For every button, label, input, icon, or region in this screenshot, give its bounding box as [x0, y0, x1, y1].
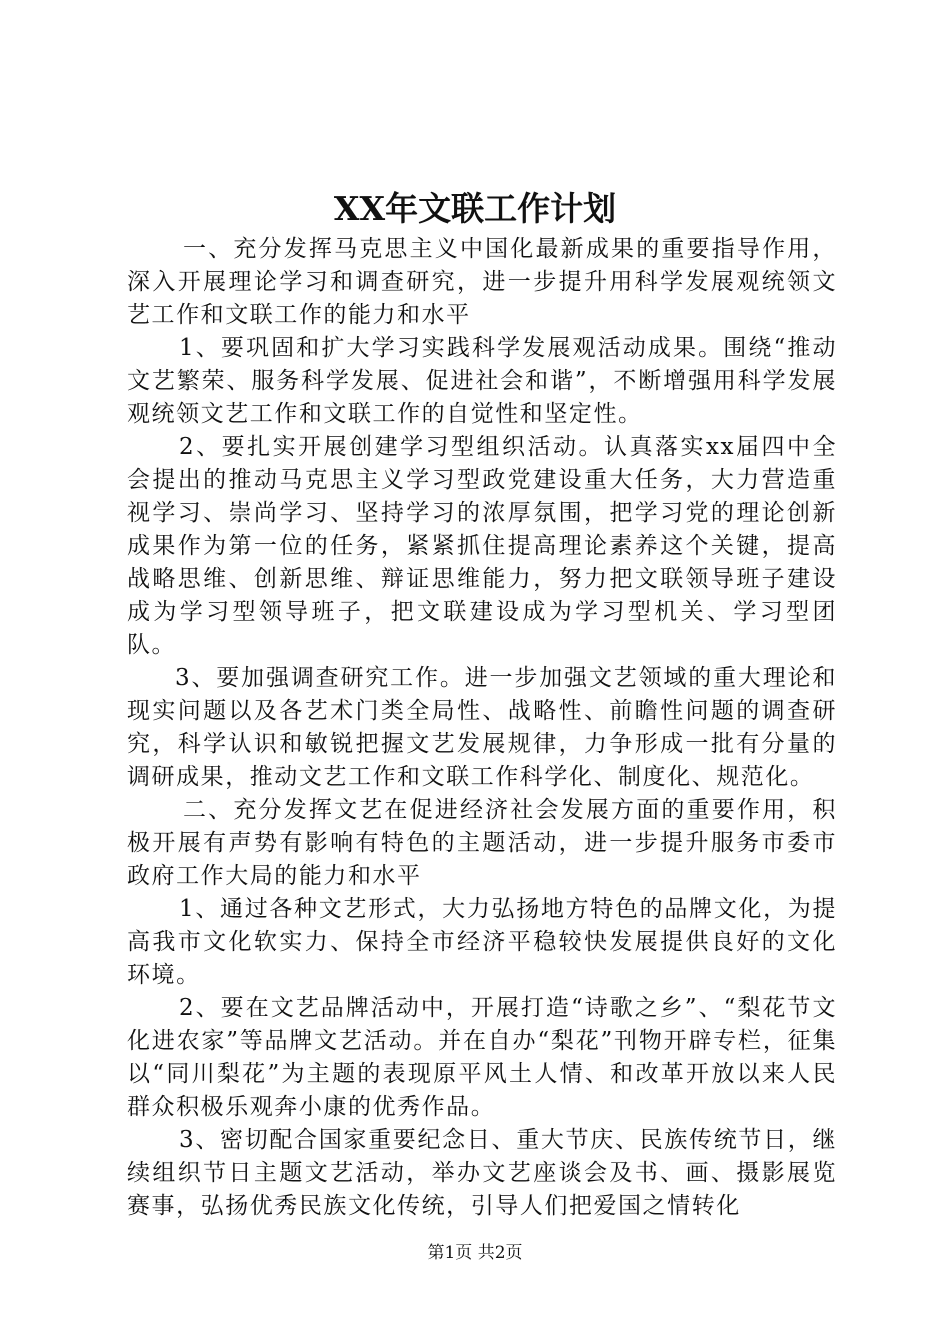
- section-heading-1: 一、充分发挥马克思主义中国化最新成果的重要指导作用，深入开展理论学习和调查研究，进一步提升用科学发展观统领文艺工作和文联工作的能力和水平: [127, 236, 837, 328]
- paragraph-2-1: 1、通过各种文艺形式，大力弘扬地方特色的品牌文化，为提高我市文化软实力、保持全市经济平稳较快发展提供良好的文化环境。: [127, 896, 837, 988]
- paragraph-1-2: 2、要扎实开展创建学习型组织活动。认真落实xx届四中全会提出的推动马克思主义学习型政党建设重大任务，大力营造重视学习、崇尚学习、坚持学习的浓厚氛围，把学习党的理论创新成果作为第一位的任务，紧紧抓住提高理论素养这个关键，提高战略思维、创新思维、辩证思维能力，努力把文联领导班子建设成为学习型领导班子，把文联建设成为学习型机关、学习型团队。: [127, 434, 837, 658]
- paragraph-2-3: 3、密切配合国家重要纪念日、重大节庆、民族传统节日，继续组织节日主题文艺活动，举办文艺座谈会及书、画、摄影展览赛事，弘扬优秀民族文化传统，引导人们把爱国之情转化: [127, 1127, 837, 1219]
- document-body: [127, 233, 837, 1223]
- document-title: XX年文联工作计划: [333, 189, 617, 228]
- section-heading-2: 二、充分发挥文艺在促进经济社会发展方面的重要作用，积极开展有声势有影响有特色的主题活动，进一步提升服务市委市政府工作大局的能力和水平: [127, 797, 837, 889]
- page-number-footer: 第1页 共2页: [427, 1243, 523, 1263]
- paragraph-1-1: 1、要巩固和扩大学习实践科学发展观活动成果。围绕“推动文艺繁荣、服务科学发展、促进社会和谐”，不断增强用科学发展观统领文艺工作和文联工作的自觉性和坚定性。: [127, 335, 837, 427]
- paragraph-1-3: 3、要加强调查研究工作。进一步加强文艺领域的重大理论和现实问题以及各艺术门类全局性、战略性、前瞻性问题的调查研究，科学认识和敏锐把握文艺发展规律，力争形成一批有分量的调研成果，推动文艺工作和文联工作科学化、制度化、规范化。: [127, 665, 837, 790]
- paragraph-2-2: 2、要在文艺品牌活动中，开展打造“诗歌之乡”、“梨花节文化进农家”等品牌文艺活动。并在自办“梨花”刊物开辟专栏，征集以“同川梨花”为主题的表现原平风土人情、和改革开放以来人民群众积极乐观奔小康的优秀作品。: [127, 995, 837, 1120]
